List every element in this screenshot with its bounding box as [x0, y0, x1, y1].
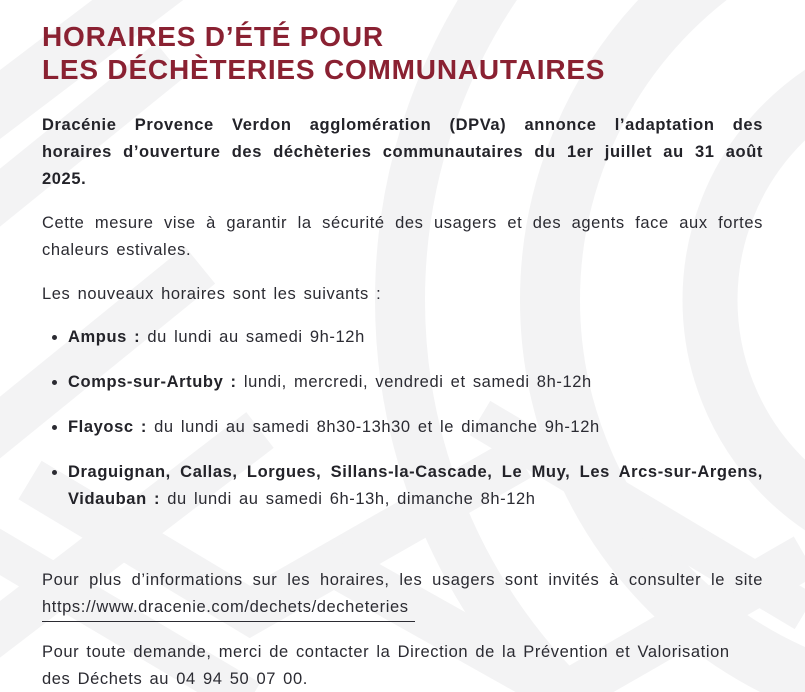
list-item-draguignan-group: [42, 459, 763, 513]
bullet-dot-icon: [52, 380, 57, 385]
list-item-hours: du lundi au samedi 6h-13h, dimanche 8h-12h: [160, 490, 536, 508]
page-title-line-2: LES DÉCHÈTERIES COMMUNAUTAIRES: [42, 54, 606, 85]
list-item-hours: lundi, mercredi, vendredi et samedi 8h-12h: [236, 373, 592, 391]
list-heading: Les nouveaux horaires sont les suivants :: [42, 285, 382, 303]
list-item-name: Flayosc :: [68, 418, 147, 436]
intro-line-1: Dracénie Provence Verdon agglomération (DPVa) annonce l’adaptation des: [42, 116, 763, 134]
contact-paragraph: [42, 639, 763, 692]
page-title-line-1: HORAIRES D’ÉTÉ POUR: [42, 21, 384, 52]
list-item-line-2: [68, 486, 763, 513]
list-item-names-line-1: Draguignan, Callas, Lorgues, Sillans-la-Cascade, Le Muy, Les Arcs-sur-Argens,: [68, 463, 763, 481]
list-item-name: Vidauban :: [68, 490, 161, 508]
list-item-flayosc: [42, 414, 763, 441]
list-item-ampus: [42, 324, 763, 351]
spacer: [42, 531, 763, 567]
list-item-comps-sur-artuby: [42, 369, 763, 396]
intro-line-3: 2025.: [42, 170, 87, 188]
intro-paragraph: [42, 112, 763, 193]
list-item-text: [68, 324, 763, 351]
list-item-name: Ampus :: [68, 328, 141, 346]
list-item-hours: du lundi au samedi 9h-12h: [140, 328, 365, 346]
measure-line-2: chaleurs estivales.: [42, 241, 192, 259]
contact-line-2: des Déchets au 04 94 50 07 00.: [42, 670, 308, 688]
info-paragraph: [42, 567, 763, 622]
list-item-hours: du lundi au samedi 8h30-13h30 et le dimanche 9h-12h: [146, 418, 600, 436]
list-item-text: [68, 414, 763, 441]
bullet-dot-icon: [52, 470, 57, 475]
bullet-dot-icon: [52, 425, 57, 430]
list-item-text: [68, 369, 763, 396]
measure-paragraph: [42, 210, 763, 264]
bullet-dot-icon: [52, 335, 57, 340]
decheteries-link[interactable]: https://www.dracenie.com/dechets/decheteries: [42, 594, 415, 622]
list-item-name: Comps-sur-Artuby :: [68, 373, 237, 391]
contact-line-1: Pour toute demande, merci de contacter la Direction de la Prévention et Valorisation: [42, 643, 730, 661]
measure-line-1: Cette mesure vise à garantir la sécurité des usagers et des agents face aux fortes: [42, 214, 763, 232]
info-link-line: [42, 594, 763, 622]
intro-line-2: horaires d’ouverture des déchèteries communautaires du 1er juillet au 31 août: [42, 143, 763, 161]
info-line: Pour plus d’informations sur les horaires, les usagers sont invités à consulter le site: [42, 571, 763, 589]
page-title: [42, 20, 763, 86]
